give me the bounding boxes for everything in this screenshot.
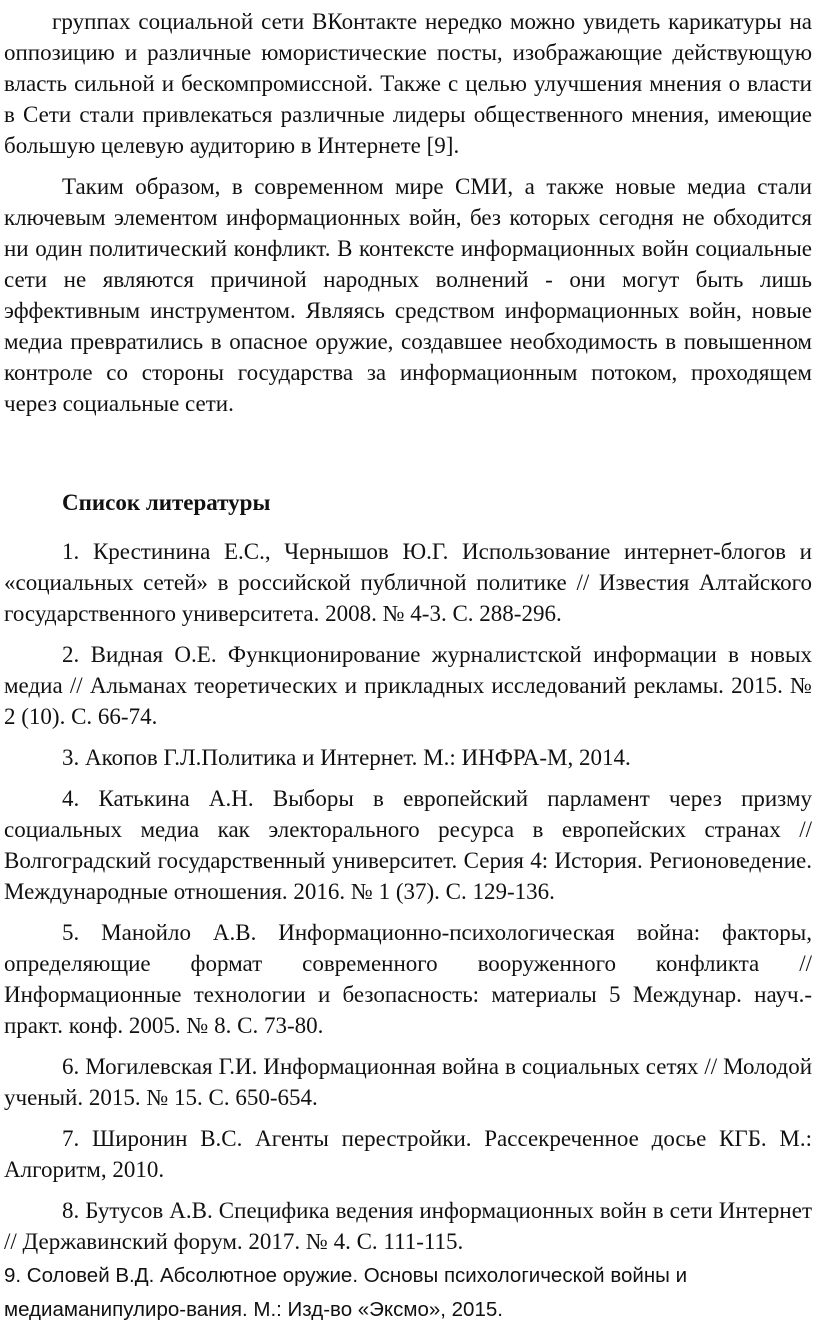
reference-item-6: 6. Могилевская Г.И. Информационная война в социальных сетях // Молодой ученый. 2015. № 15. С. 650-654. (4, 1054, 812, 1110)
reference-item-2: 2. Видная О.Е. Функционирование журналистской информации в новых медиа // Альманах теоретических и прикладных исследований рекламы. 2015. № 2 (10). С. 66-74. (4, 642, 812, 729)
reference-item-1: 1. Крестинина Е.С., Чернышов Ю.Г. Использование интернет-блогов и «социальных сетей» в российской публичной политике // Известия Алтайского государственного университета. 2008. № 4-3. С. 288-296. (4, 539, 812, 626)
reference-item-9: 9. Соловей В.Д. Абсолютное оружие. Основы психологической войны и медиаманипулиро-вания. М.: Изд-во «Эксмо», 2015. (4, 1264, 688, 1321)
reference-item-7: 7. Широнин В.С. Агенты перестройки. Рассекреченное досье КГБ. М.: Алгоритм, 2010. (4, 1126, 812, 1182)
reference-item-5: 5. Манойло А.В. Информационно-психологическая война: факторы, определяющие формат современного вооруженного конфликта // Информационные технологии и безопасность: материалы 5 Междунар. науч.-практ. конф. 2005. № 8. С. 73-80. (4, 920, 812, 1038)
references-heading: Список литературы (62, 490, 271, 515)
reference-item-3: 3. Акопов Г.Л.Политика и Интернет. М.: ИНФРА-М, 2014. (62, 745, 631, 770)
reference-item-4: 4. Катькина А.Н. Выборы в европейский парламент через призму социальных медиа как электорального ресурса в европейских странах // Волгоградский государственный университет. Серия 4: История. Регионоведение. Международные отношения. 2016. № 1 (37). С. 129-136. (4, 786, 812, 904)
reference-item-8: 8. Бутусов А.В. Специфика ведения информационных войн в сети Интернет // Державинский форум. 2017. № 4. С. 111-115. (4, 1198, 812, 1254)
body-paragraph-1: группах социальной сети ВКонтакте нередко можно увидеть карикатуры на оппозицию и различные юмористические посты, изображающие действующую власть сильной и бескомпромиссной. Также с целью улучшения мнения о власти в Сети стали привлекаться различные лидеры общественного мнения, имеющие большую целевую аудиторию в Интернете [9]. (4, 9, 812, 158)
references-list (4, 536, 812, 1327)
body-paragraph-2: Таким образом, в современном мире СМИ, а также новые медиа стали ключевым элементом информационных войн, без которых сегодня не обходится ни один политический конфликт. В контексте информационных войн социальные сети не являются причиной народных волнений - они могут быть лишь эффективным инструментом. Являясь средством информационных войн, новые медиа превратились в опасное оружие, создавшее необходимость в повышенном контроле со стороны государства за информационным потоком, проходящем через социальные сети. (4, 174, 812, 416)
